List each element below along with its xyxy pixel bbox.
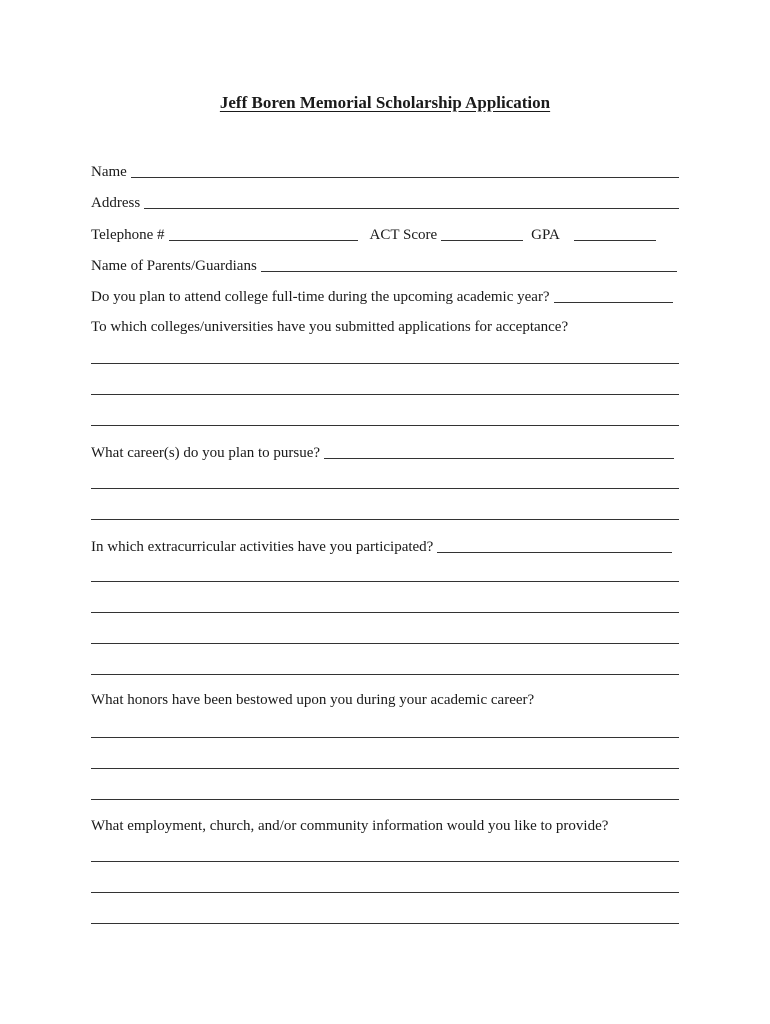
honors-answer-line-3[interactable] [91,799,679,800]
gpa-field[interactable] [574,226,656,241]
career-row [91,440,679,462]
employment-question: What employment, church, and/or community information would you like to provide? [91,818,609,834]
extracurricular-answer-line-2[interactable] [91,612,679,613]
extracurricular-question: In which extracurricular activities have you participated? [91,539,434,555]
colleges-answer-line-1[interactable] [91,363,679,364]
address-label: Address [91,195,141,211]
parents-field[interactable] [261,257,677,272]
fulltime-row [91,284,679,306]
fulltime-answer-field[interactable] [554,288,673,303]
employment-answer-line-2[interactable] [91,892,679,893]
telephone-field[interactable] [169,226,358,241]
name-field[interactable] [131,163,679,178]
honors-question: What honors have been bestowed upon you during your academic career? [91,692,535,708]
name-label: Name [91,164,127,180]
employment-answer-line-1[interactable] [91,861,679,862]
gpa-label: GPA [531,227,560,243]
career-answer-line-1[interactable] [91,488,679,489]
fulltime-question: Do you plan to attend college full-time during the upcoming academic year? [91,289,550,305]
act-score-label: ACT Score [369,227,438,243]
parents-label: Name of Parents/Guardians [91,258,257,274]
employment-answer-line-3[interactable] [91,923,679,924]
extracurricular-answer-line-1[interactable] [91,581,679,582]
telephone-label: Telephone # [91,227,165,243]
career-question: What career(s) do you plan to pursue? [91,445,321,461]
extracurricular-answer-field[interactable] [437,538,672,553]
form-title: Jeff Boren Memorial Scholarship Application [219,93,551,112]
career-answer-line-2[interactable] [91,519,679,520]
honors-answer-line-2[interactable] [91,768,679,769]
colleges-question: To which colleges/universities have you submitted applications for acceptance? [91,319,569,335]
colleges-answer-line-2[interactable] [91,394,679,395]
act-score-field[interactable] [441,226,523,241]
telephone-act-gpa-row [91,222,679,244]
career-answer-field[interactable] [324,444,674,459]
address-field[interactable] [144,194,679,209]
extracurricular-answer-line-4[interactable] [91,674,679,675]
colleges-answer-line-3[interactable] [91,425,679,426]
extracurricular-answer-line-3[interactable] [91,643,679,644]
extracurricular-row [91,534,679,556]
address-row [91,190,679,212]
parents-row [91,253,679,275]
name-row [91,159,679,181]
honors-answer-line-1[interactable] [91,737,679,738]
